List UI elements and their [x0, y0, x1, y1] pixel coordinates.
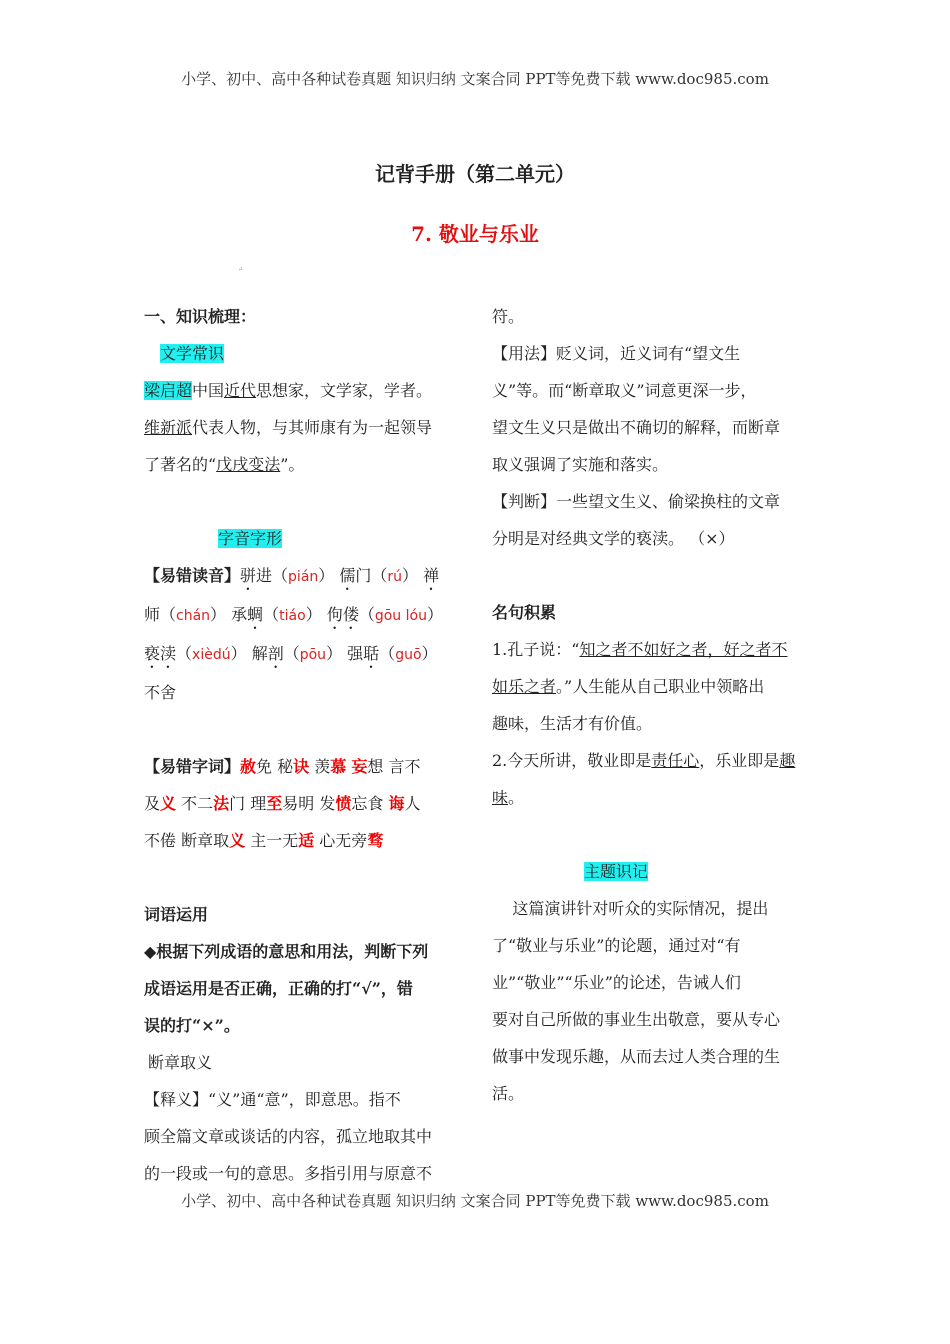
question-line-2: 成语运用是否正确，正确的打“√”，错 — [144, 979, 413, 998]
theme-line-5: 做事中发现乐趣，从而去过人类合理的生 — [492, 1047, 781, 1066]
usage-line-3: 望文生义只是做出不确切的解释，而断章 — [492, 418, 781, 437]
literature-line-3: 了著名的“戊戌变法”。 — [144, 455, 305, 474]
literature-line-1: 梁启超中国近代思想家，文学家，学者。 — [144, 381, 433, 400]
quotes-heading: 名句积累 — [492, 603, 557, 622]
theme-line-3: 业”“敬业”“乐业”的论述，告诫人们 — [492, 973, 741, 992]
left-column — [144, 298, 464, 1192]
usage-line-4: 取义强调了实施和落实。 — [492, 455, 669, 474]
characters-line-2: 及义 不二法门 理至易明 发愤忘食 诲人 — [144, 794, 421, 813]
question-line-1: ◆根据下列成语的意思和用法，判断下列 — [144, 942, 429, 961]
page-header: 小学、初中、高中各种试卷真题 知识归纳 文案合同 PPT等免费下载 www.doc985.com — [181, 70, 769, 88]
quote-line-1: 1.孔子说：“知之者不如好之者，好之者不 — [492, 640, 788, 659]
judgement-line-2: 分明是对经典文学的亵渎。 （×） — [492, 529, 735, 548]
pronunciation-line-3: 亵渎（xièdú） 解剖（pōu） 强聒（guō） — [144, 644, 438, 663]
theme-line-4: 要对自己所做的事业生出敬意，要从专心 — [492, 1010, 781, 1029]
pronunciation-line-1: 【易错读音】骈进（pián） 儒门（rú） 禅 — [144, 566, 440, 585]
definition-line-3: 的一段或一句的意思。多指引用与原意不 — [144, 1164, 433, 1183]
usage-line-0: 符。 — [492, 307, 525, 326]
characters-line-1: 【易错字词】赦免 秘诀 羡慕 妄想 言不 — [144, 757, 421, 776]
quote-line-4: 2.今天所讲，敬业即是责任心，乐业即是趣 — [492, 751, 796, 770]
pronunciation-line-4: 不舍 — [144, 683, 177, 702]
definition-line-2: 顾全篇文章或谈话的内容，孤立地取其中 — [144, 1127, 433, 1146]
question-line-3: 误的打“×”。 — [144, 1016, 240, 1035]
quote-line-2: 如乐之者。”人生能从自己职业中领略出 — [492, 677, 765, 696]
literature-line-2: 维新派代表人物，与其师康有为一起领导 — [144, 418, 433, 437]
right-column — [492, 298, 812, 1112]
quote-line-5: 味。 — [492, 788, 525, 807]
usage-line-1: 【用法】贬义词，近义词有“望文生 — [492, 344, 741, 363]
literature-tag: 文学常识 — [160, 344, 225, 363]
page-title: 记背手册（第二单元） — [375, 162, 575, 186]
format-mark: ↵ — [238, 266, 244, 273]
theme-line-2: 了“敬业与乐业”的论题，通过对“有 — [492, 936, 741, 955]
section-heading: 一、知识梳理： — [144, 307, 257, 326]
usage-heading: 词语运用 — [144, 905, 209, 924]
definition-line-1: 【释义】“义”通“意”，即意思。指不 — [144, 1090, 401, 1109]
pronunciation-tag: 字音字形 — [218, 529, 283, 548]
lesson-title: 7. 敬业与乐业 — [411, 222, 539, 246]
pronunciation-line-2: 师（chán） 承蜩（tiáo） 佝偻（gōu lóu） — [144, 605, 443, 624]
theme-line-1: 这篇演讲针对听众的实际情况，提出 — [492, 899, 769, 918]
usage-line-2: 义”等。而“断章取义”词意更深一步， — [492, 381, 757, 400]
characters-line-3: 不倦 断章取义 主一无适 心无旁骛 — [144, 831, 384, 850]
theme-line-6: 活。 — [492, 1084, 525, 1103]
page-footer: 小学、初中、高中各种试卷真题 知识归纳 文案合同 PPT等免费下载 www.doc985.com — [181, 1192, 769, 1210]
judgement-line-1: 【判断】一些望文生义、偷梁换柱的文章 — [492, 492, 781, 511]
idiom-term: 断章取义 — [148, 1053, 213, 1072]
quote-line-3: 趣味，生活才有价值。 — [492, 714, 653, 733]
theme-tag: 主题识记 — [584, 862, 649, 881]
